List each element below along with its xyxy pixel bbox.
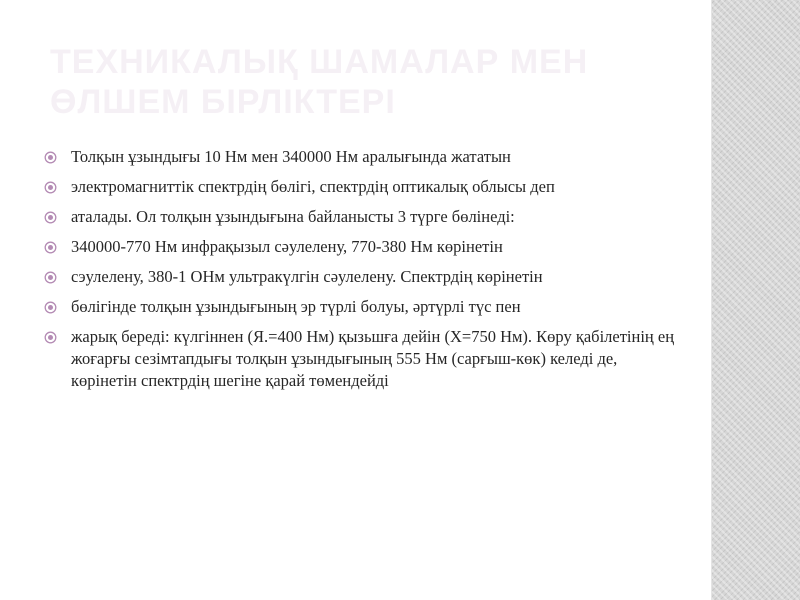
circle-bullet-icon: [44, 151, 57, 164]
bullet-item: [44, 266, 684, 288]
circle-bullet-icon: [44, 271, 57, 284]
bullet-text: сэулелену, 380-1 ОНм ультракүлгін сәулелену. Спектрдің көрінетін: [71, 267, 543, 286]
bullet-text: электромагниттік спектрдің бөлігі, спектрдің оптикалық облысы деп: [71, 177, 555, 196]
bullet-item: [44, 296, 684, 318]
circle-bullet-icon: [44, 241, 57, 254]
bullet-list: [44, 146, 684, 400]
slide-title-line-1: ТЕХНИКАЛЫҚ ШАМАЛАР МЕН: [50, 43, 589, 81]
slide-title: [50, 42, 670, 122]
bullet-text: Толқын ұзындығы 10 Нм мен 340000 Нм аралығында жататын: [71, 147, 511, 166]
circle-bullet-icon: [44, 331, 57, 344]
bullet-text: 340000-770 Нм инфрақызыл сәулелену, 770-380 Нм көрінетін: [71, 237, 503, 256]
bullet-item: [44, 206, 684, 228]
circle-bullet-icon: [44, 181, 57, 194]
bullet-text: бөлігінде толқын ұзындығының эр түрлі болуы, әртүрлі түс пен: [71, 297, 521, 316]
bullet-item: [44, 236, 684, 258]
bullet-text: аталады. Ол толқын ұзындығына байланысты 3 түрге бөлінеді:: [71, 207, 515, 226]
bullet-item: [44, 146, 684, 168]
bullet-item: [44, 176, 684, 198]
circle-bullet-icon: [44, 211, 57, 224]
decorative-side-band: [711, 0, 800, 600]
bullet-text: жарық береді: күлгіннен (Я.=400 Нм) қызьшға дейін (Х=750 Нм). Көру қабілетінің ең жоғарғы сезімтапдығы толқын ұзындығының 555 Нм (сарғыш-көк) келеді де, көрінетін спектрдің шегіне қарай төмендейді: [71, 327, 675, 390]
circle-bullet-icon: [44, 301, 57, 314]
slide-title-line-2: ӨЛШЕМ БІРЛІКТЕРІ: [50, 83, 396, 121]
bullet-item: [44, 326, 684, 392]
